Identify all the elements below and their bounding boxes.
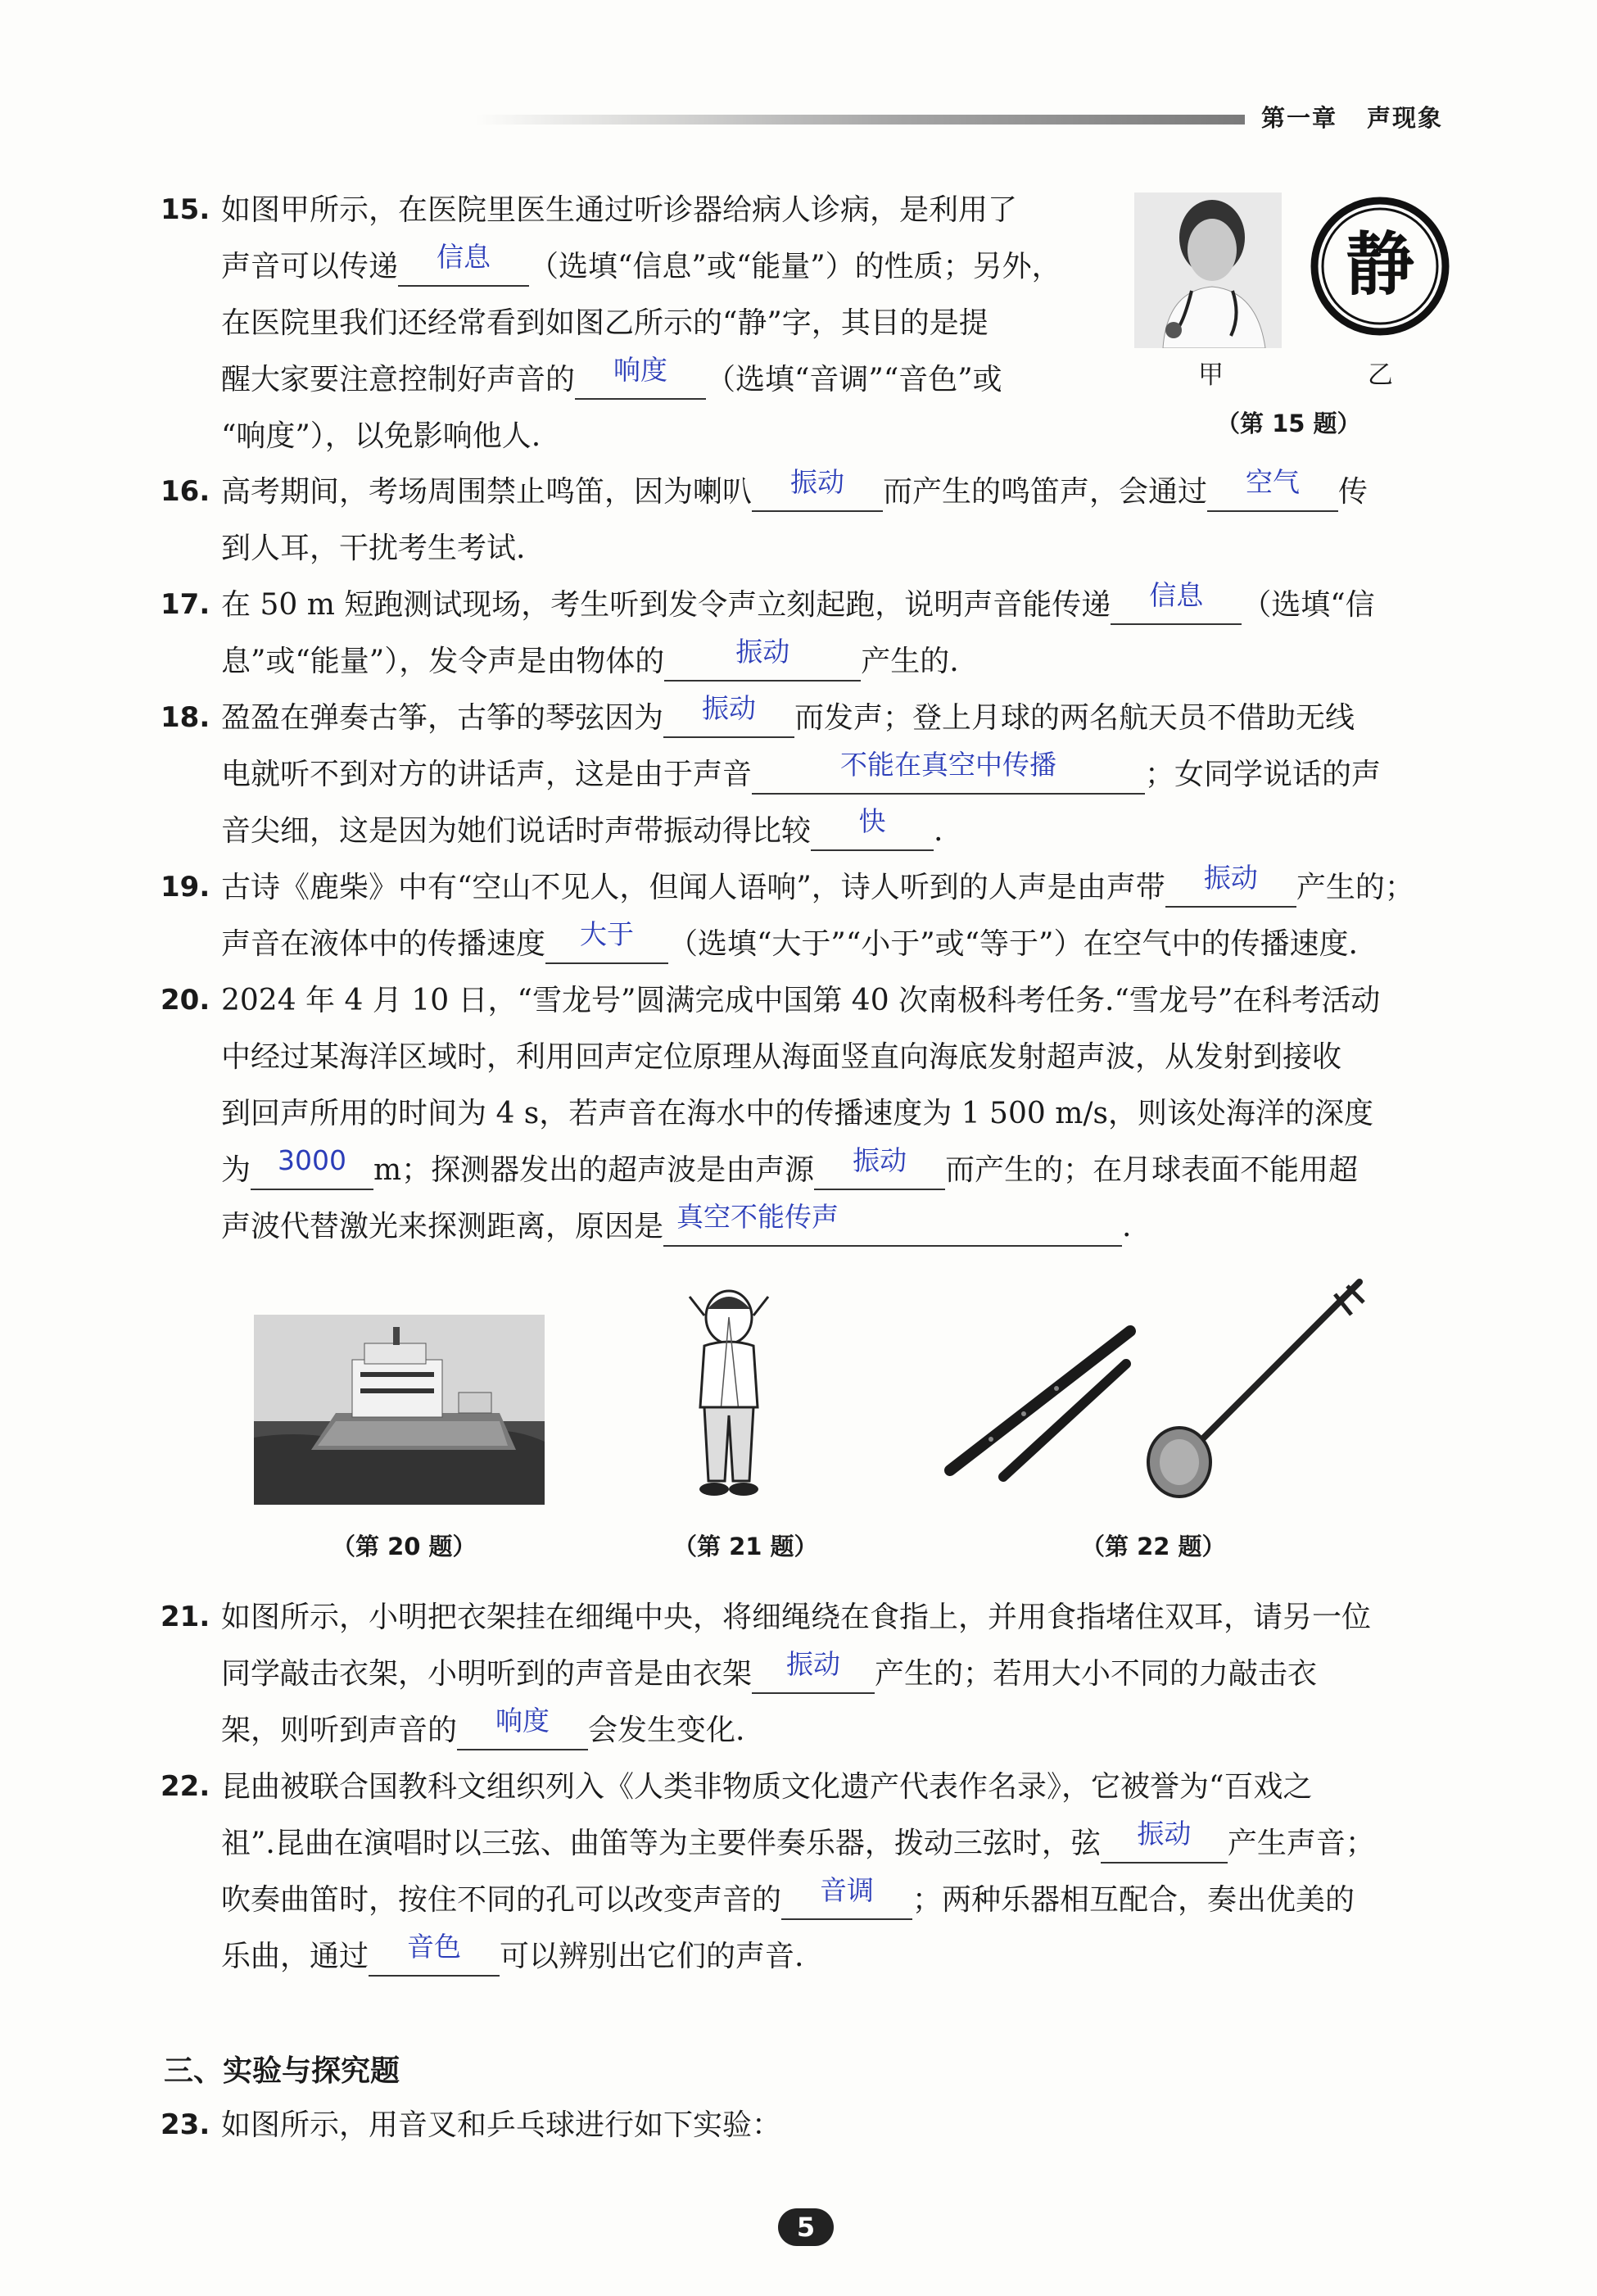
q21-blank-1[interactable]: 振动	[752, 1656, 875, 1694]
fig15-label-a: 甲	[1198, 360, 1224, 390]
q20-blank-1[interactable]: 3000	[251, 1153, 373, 1190]
question-number: 17.	[161, 588, 210, 621]
question-number: 15.	[161, 193, 210, 226]
chapter-title: 声现象	[1367, 104, 1444, 132]
q16-blank-2[interactable]: 空气	[1207, 474, 1338, 512]
q22-blank-2[interactable]: 音调	[781, 1882, 912, 1920]
q15-line-2: 声音可以传递 信息 （选填“信息”或“能量”）的性质；另外，	[221, 238, 1097, 295]
q15-blank-2[interactable]: 响度	[575, 362, 706, 400]
q19-blank-2[interactable]: 大于	[545, 926, 668, 964]
question-number: 19.	[161, 871, 210, 903]
q15-blank-1[interactable]: 信息	[398, 249, 529, 287]
question-19: 19. 古诗《鹿柴》中有“空山不见人，但闻人语响”，诗人听到的人声是由声带 振动 产生的； 声音在液体中的传播速度 大于 （选填“大于”“小于”或“等于”）在空气中的传播速度.	[164, 859, 1441, 972]
q18-blank-2[interactable]: 不能在真空中传播	[752, 757, 1145, 795]
q17-blank-2[interactable]: 振动	[664, 644, 861, 682]
question-21: 21. 如图所示，小明把衣架挂在细绳中央，将细绳绕在食指上，并用食指堵住双耳，请另一位 同学敲击衣架，小明听到的声音是由衣架 振动 产生的；若用大小不同的力敲击衣 架，则听到声音的 响度 会发生变化.	[164, 1589, 1441, 1759]
question-20: 20. 2024 年 4 月 10 日，“雪龙号”圆满完成中国第 40 次南极科考任务.“雪龙号”在科考活动 中经过某海洋区域时，利用回声定位原理从海面竖直向海底发射超声波，从发射到接收 到回声所用的时间为 4 s，若声音在海水中的传播速度为 1 500 m/s，则该处海洋的深度 为 3000 m；探测器发出的超声波是由声源 振动 而产生的；在月球表面不能用超 声波代替激光来探测距离，原因是 真空不能传声 .	[164, 972, 1441, 1255]
page-number: 5	[778, 2208, 834, 2246]
question-18: 18. 盈盈在弹奏古筝，古筝的琴弦因为 振动 而发声；登上月球的两名航天员不借助无线 电就听不到对方的讲话声，这是由于声音 不能在真空中传播 ；女同学说话的声 音尖细，这是因为她们说话时声带振动得比较 快 .	[164, 690, 1441, 859]
q15-line-3: 在医院里我们还经常看到如图乙所示的“静”字，其目的是提	[221, 306, 989, 340]
q22-blank-1[interactable]: 振动	[1101, 1826, 1228, 1864]
q15-line-5: “响度”），以免影响他人.	[221, 419, 541, 453]
question-number: 16.	[161, 475, 210, 508]
question-22: 22. 昆曲被联合国教科文组织列入《人类非物质文化遗产代表作名录》，它被誉为“百戏之 祖”.昆曲在演唱时以三弦、曲笛等为主要伴奏乐器，拨动三弦时，弦 振动 产生声音； 吹奏曲笛时，按住不同的孔可以改变声音的 音调 ；两种乐器相互配合，奏出优美的 乐曲，通过 音色 可以辨别出它们的声音.	[164, 1759, 1441, 1985]
header-rule	[475, 115, 1245, 125]
question-number: 22.	[161, 1770, 210, 1803]
question-15	[161, 182, 1097, 464]
section-3-title: 三、实验与探究题	[164, 2054, 400, 2088]
question-16: 16. 高考期间，考场周围禁止鸣笛，因为喇叭 振动 而产生的鸣笛声，会通过 空气 传 到人耳，干扰考生考试.	[164, 464, 1441, 577]
question-17: 17. 在 50 m 短跑测试现场，考生听到发令声立刻起跑，说明声音能传递 信息 （选填“信 息”或“能量”），发令声是由物体的 振动 产生的.	[164, 577, 1441, 690]
caption-15: （第 15 题）	[1216, 410, 1361, 437]
question-number: 20.	[161, 984, 210, 1017]
fig21-boy-with-hanger	[672, 1284, 786, 1506]
question-number: 18.	[161, 701, 210, 734]
question-number: 23.	[161, 2108, 210, 2141]
fig22-flute-and-sanxian	[942, 1274, 1368, 1511]
caption-22: （第 22 题）	[1081, 1533, 1226, 1560]
q21-blank-2[interactable]: 响度	[457, 1713, 588, 1750]
q15-line-4: 醒大家要注意控制好声音的 响度 （选填“音调”“音色”或	[221, 351, 1097, 408]
question-number: 21.	[161, 1601, 210, 1633]
fig15-label-b: 乙	[1368, 360, 1393, 390]
running-header	[1261, 100, 1443, 134]
q19-blank-1[interactable]: 振动	[1165, 870, 1296, 908]
q15-line-1: 如图甲所示，在医院里医生通过听诊器给病人诊病，是利用了	[221, 193, 1018, 227]
q18-blank-1[interactable]: 振动	[663, 700, 794, 738]
q17-blank-1[interactable]: 信息	[1111, 587, 1242, 625]
q22-blank-3[interactable]: 音色	[369, 1939, 500, 1977]
caption-21: （第 21 题）	[673, 1533, 818, 1560]
quiet-character: 静	[1345, 224, 1415, 305]
chapter-label: 第一章	[1261, 104, 1338, 132]
fig15-doctor-photo	[1134, 192, 1282, 348]
q18-blank-3[interactable]: 快	[811, 813, 934, 851]
q20-blank-3[interactable]: 真空不能传声	[663, 1209, 1122, 1247]
q16-blank-1[interactable]: 振动	[752, 474, 883, 512]
caption-20: （第 20 题）	[332, 1533, 477, 1560]
fig20-icebreaker-ship	[254, 1315, 545, 1505]
q20-blank-2[interactable]: 振动	[814, 1153, 945, 1190]
fig15-quiet-sign	[1310, 197, 1450, 336]
question-23: 23. 如图所示，用音叉和乒乓球进行如下实验：	[164, 2097, 1441, 2153]
